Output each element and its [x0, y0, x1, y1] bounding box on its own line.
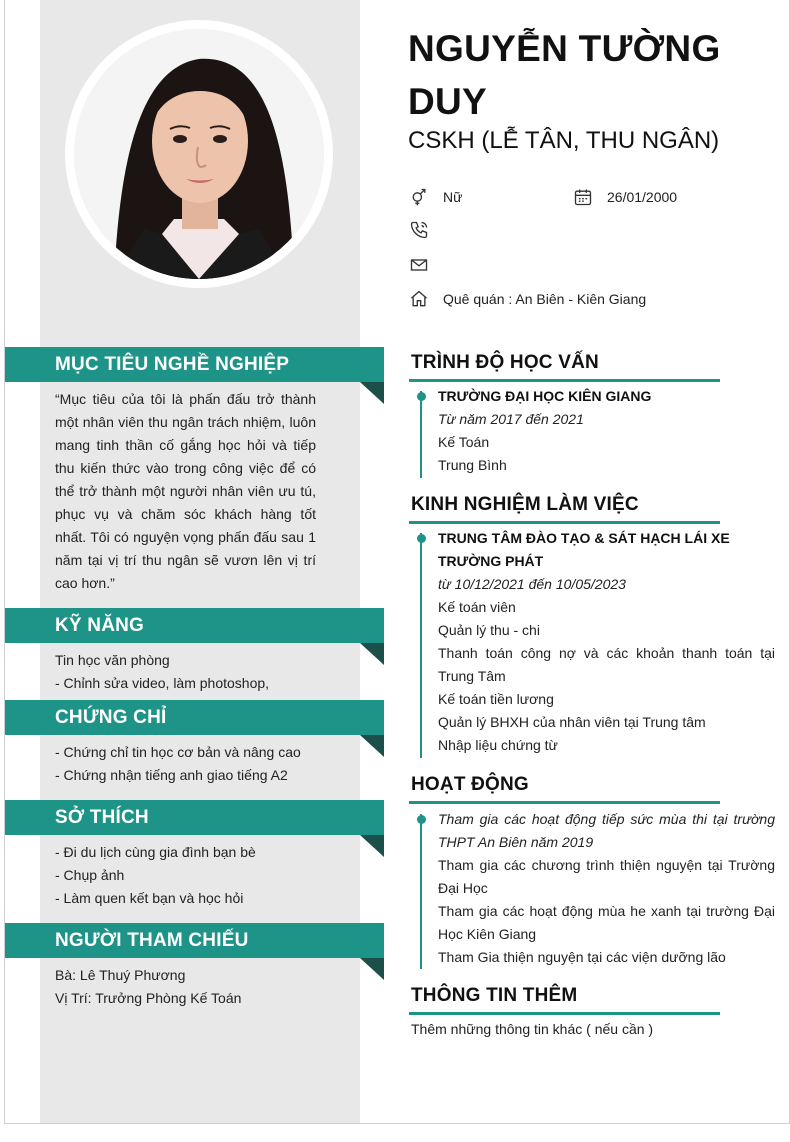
- profile-photo: [74, 29, 324, 279]
- banner-fold: [360, 382, 384, 404]
- list-item: - Chứng chỉ tin học cơ bản và nâng cao: [55, 744, 301, 760]
- job-title: CSKH (LỄ TÂN, THU NGÂN): [408, 127, 720, 154]
- list-item: Tin học văn phòng: [55, 652, 170, 668]
- list-item: - Làm quen kết bạn và học hỏi: [55, 890, 244, 906]
- candidate-name: NGUYỄN TƯỜNG DUY: [408, 28, 721, 122]
- references-heading: NGƯỜI THAM CHIẾU: [5, 923, 384, 958]
- list-item: - Chứng nhận tiếng anh giao tiếng A2: [55, 767, 288, 783]
- objective-heading: MỤC TIÊU NGHỀ NGHIỆP: [5, 347, 384, 382]
- certificates-heading: CHỨNG CHỈ: [5, 700, 384, 735]
- company-name: TRUNG TÂM ĐÀO TẠO & SÁT HẠCH LÁI XE TRƯỜNG PHÁT: [438, 530, 730, 569]
- additional-text: Thêm những thông tin khác ( nếu cần ): [411, 1021, 654, 1037]
- timeline-dot: [417, 534, 426, 543]
- activities-entry: [438, 808, 775, 969]
- list-item: Kế toán tiền lương: [438, 691, 554, 707]
- list-item: Quản lý BHXH của nhân viên tại Trung tâm: [438, 714, 706, 730]
- banner-fold: [360, 643, 384, 665]
- section-underline: [409, 1012, 720, 1015]
- activity-first: Tham gia các hoạt động tiếp sức mùa thi tại trường THPT An Biên năm 2019: [438, 811, 775, 850]
- experience-entry: [438, 527, 775, 757]
- mail-icon: [408, 254, 430, 276]
- objective-text: “Mục tiêu của tôi là phấn đấu trở thành một nhân viên thu ngân trách nhiệm, luôn mang tinh thần cố gắng học hỏi và tiếp thu kiến thức vào trong công việc để có thể trở thành một người nhân viên ưu tú, phục vụ và chăm sóc khách hàng tốt nhất. Tôi có nguyện vọng phấn đấu sau 1 năm tại vị trí thu ngân sẽ vươn lên vị trí cao hơn.”: [55, 391, 316, 591]
- education-major: Kế Toán: [438, 434, 490, 450]
- education-grade: Trung Bình: [438, 457, 507, 473]
- timeline-dot: [417, 815, 426, 824]
- list-item: Tham Gia thiện nguyện tại các viện dưỡng lão: [438, 949, 726, 965]
- section-underline: [409, 801, 720, 804]
- list-item: Tham gia các hoạt động mùa he xanh tại trường Đại Học Kiên Giang: [438, 903, 775, 942]
- phone-row: [408, 219, 443, 241]
- banner-fold: [360, 835, 384, 857]
- banner-fold: [360, 958, 384, 980]
- list-item: - Chỉnh sửa video, làm photoshop,: [55, 675, 270, 691]
- gender-value: Nữ: [443, 189, 463, 205]
- skills-list: [55, 649, 316, 695]
- additional-heading: THÔNG TIN THÊM: [411, 985, 578, 1006]
- certificates-list: [55, 741, 345, 787]
- banner-fold: [360, 735, 384, 757]
- hometown-value: Quê quán : An Biên - Kiên Giang: [443, 291, 647, 307]
- list-item: Vị Trí: Trưởng Phòng Kế Toán: [55, 990, 242, 1006]
- list-item: Nhập liệu chứng từ: [438, 737, 558, 753]
- references-list: [55, 964, 316, 1010]
- email-row: [408, 254, 443, 276]
- section-underline: [409, 521, 720, 524]
- list-item: Bà: Lê Thuý Phương: [55, 967, 186, 983]
- education-entry: [438, 385, 775, 477]
- list-item: Kế toán viên: [438, 599, 516, 615]
- gender-icon: [408, 186, 430, 208]
- list-item: Thanh toán công nợ và các khoản thanh toán tại Trung Tâm: [438, 645, 775, 684]
- education-heading: TRÌNH ĐỘ HỌC VẤN: [411, 352, 599, 373]
- timeline-line: [420, 814, 422, 969]
- calendar-icon: [572, 186, 594, 208]
- gender-row: [408, 186, 462, 208]
- list-item: - Đi du lịch cùng gia đình bạn bè: [55, 844, 256, 860]
- timeline-line: [420, 391, 422, 478]
- experience-period: từ 10/12/2021 đến 10/05/2023: [438, 576, 626, 592]
- list-item: Quản lý thu - chi: [438, 622, 540, 638]
- hobbies-list: [55, 841, 316, 910]
- phone-icon: [408, 219, 430, 241]
- hometown-row: [408, 288, 646, 310]
- section-underline: [409, 379, 720, 382]
- birthdate-row: [572, 186, 677, 208]
- activities-heading: HOẠT ĐỘNG: [411, 774, 529, 795]
- timeline-line: [420, 533, 422, 758]
- school-name: TRƯỜNG ĐẠI HỌC KIÊN GIANG: [438, 388, 652, 404]
- experience-heading: KINH NGHIỆM LÀM VIỆC: [411, 494, 639, 515]
- list-item: Tham gia các chương trình thiện nguyện tại Trường Đại Học: [438, 857, 775, 896]
- birthdate-value: 26/01/2000: [607, 189, 678, 205]
- list-item: - Chụp ảnh: [55, 867, 125, 883]
- home-icon: [408, 288, 430, 310]
- timeline-dot: [417, 392, 426, 401]
- skills-heading: KỸ NĂNG: [5, 608, 384, 643]
- education-period: Từ năm 2017 đến 2021: [438, 411, 584, 427]
- hobbies-heading: SỞ THÍCH: [5, 800, 384, 835]
